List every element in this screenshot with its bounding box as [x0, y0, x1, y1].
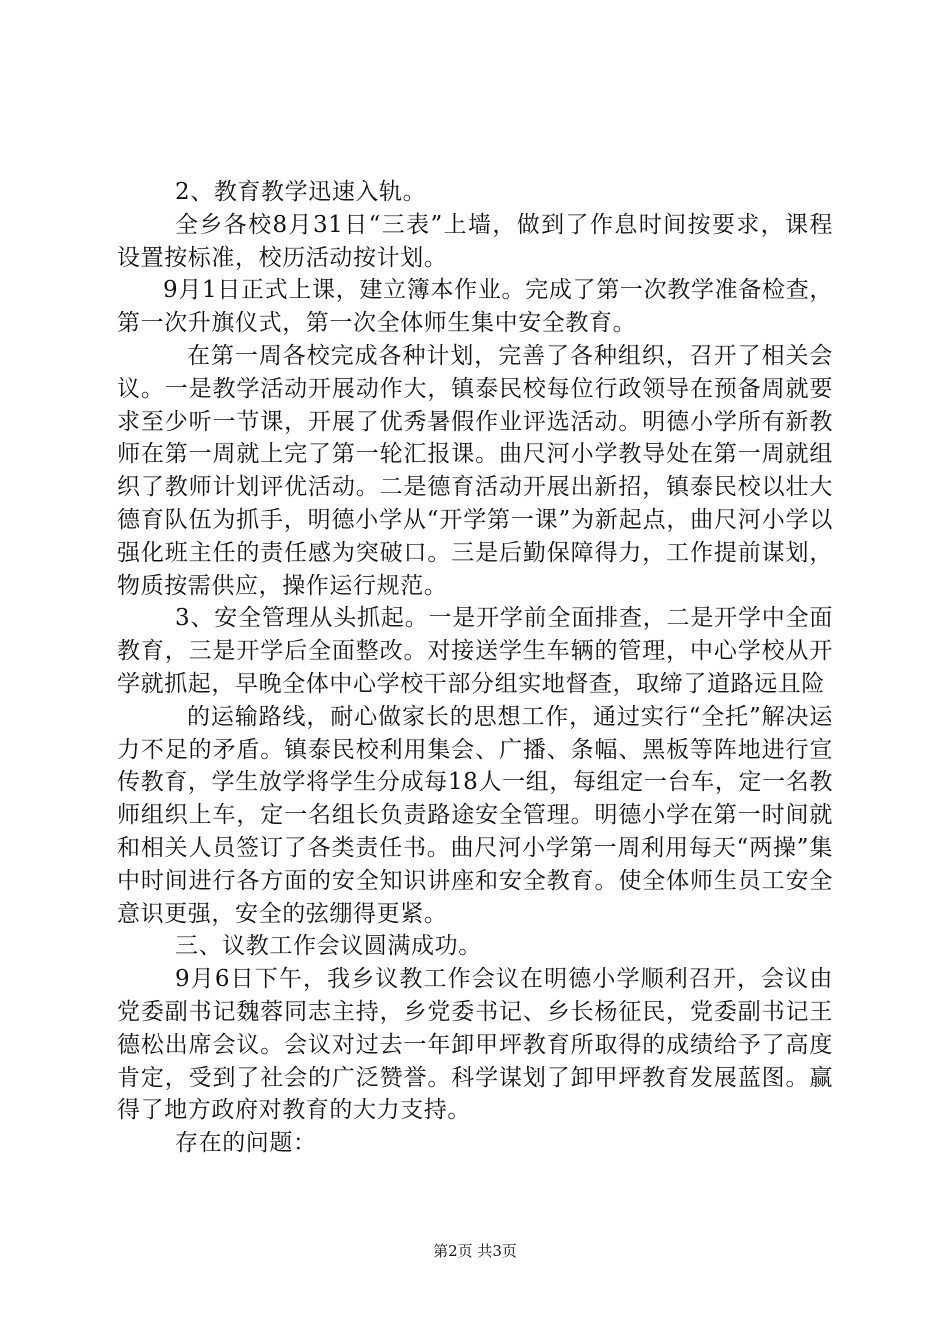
- section-heading-teaching: 2、教育教学迅速入轨。: [175, 179, 427, 205]
- page-footer: 第2页 共3页: [433, 1242, 517, 1260]
- paragraph-first-week: 在第一周各校完成各种计划，完善了各种组织，召开了相关会议。一是教学活动开展动作大，镇泰民校每位行政领导在预备周就要求至少听一节课，开展了优秀暑假作业评选活动。明德小学所有新教师在第一周就上完了第一轮汇报课。曲尺河小学教导处在第一周就组织了教师计划评优活动。二是德育活动开展出新招，镇泰民校以壮大德育队伍为抓手，明德小学从“开学第一课”为新起点，曲尺河小学以强化班主任的责任感为突破口。三是后勤保障得力，工作提前谋划，物质按需供应，操作运行规范。: [117, 342, 833, 599]
- section-heading-meeting: 三、议教工作会议圆满成功。: [175, 933, 482, 960]
- section-heading-problems: 存在的问题：: [175, 1130, 317, 1157]
- section-heading-safety: 3、安全管理从头抓起。一是开学前全面排查，二是开学中全面教育，三是开学后全面整改。对接送学生车辆的管理，中心学校从开学就抓起，早晚全体中心学校干部分组实地督查，取缔了道路远且险: [117, 605, 833, 697]
- paragraph-transport: 的运输路线，耐心做家长的思想工作，通过实行“全托”解决运力不足的矛盾。镇泰民校利用集会、广播、条幅、黑板等阵地进行宣传教育，学生放学将学生分成每18人一组，每组定一台车，定一名教师组织上车，定一名组长负责路途安全管理。明德小学在第一时间就和相关人员签订了各类责任书。曲尺河小学第一周利用每天“两操”集中时间进行各方面的安全知识讲座和安全教育。使全体师生员工安全意识更强，安全的弦绷得更紧。: [117, 703, 833, 927]
- paragraph-three-tables: 全乡各校8月31日“三表”上墙，做到了作息时间按要求，课程设置按标准，校历活动按计划。: [117, 211, 833, 271]
- paragraph-meeting: 9月6日下午，我乡议教工作会议在明德小学顺利召开，会议由党委副书记魏蓉同志主持，乡党委书记、乡长杨征民，党委副书记王德松出席会议。会议对过去一年卸甲坪教育所取得的成绩给予了高度肯定，受到了社会的广泛赞誉。科学谋划了卸甲坪教育发展蓝图。赢得了地方政府对教育的大力支持。: [117, 966, 833, 1124]
- paragraph-classes-start: 9月1日正式上课，建立簿本作业。完成了第一次教学准备检查，第一次升旗仪式，第一次全体师生集中安全教育。: [117, 277, 833, 337]
- document-body: [117, 176, 833, 1160]
